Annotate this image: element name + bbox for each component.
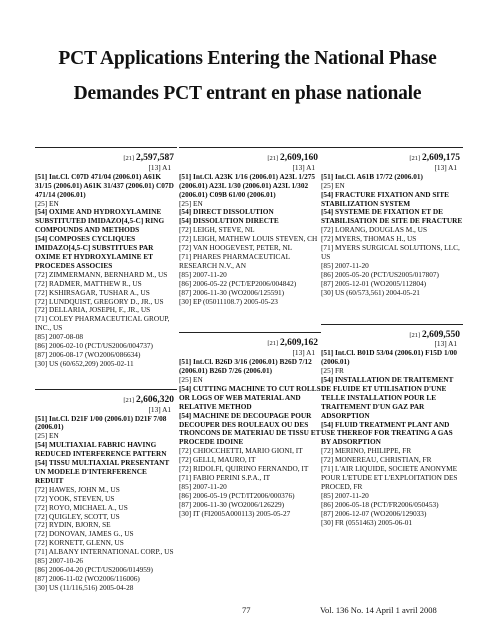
entry-field: [54] FRACTURE FIXATION AND SITE STABILIZATION SYSTEM: [321, 189, 449, 208]
entry-field: [86] 2006-05-22 (PCT/EP2006/004842): [179, 278, 297, 288]
entry-field: [72] HAWES, JOHN M., US: [35, 484, 120, 494]
entry-field: [87] 2005-12-01 (WO2005/112804): [321, 278, 427, 288]
application-number-value: 2,609,160: [280, 153, 318, 163]
kind-code: [13] A1: [434, 339, 457, 349]
kind-code: [13] A1: [292, 348, 315, 358]
entry-field: [72] GELLI, MAURO, IT: [179, 455, 256, 465]
entry-field: [25] EN: [179, 198, 203, 208]
entry-field: [72] MYERS, THOMAS H., US: [321, 234, 417, 244]
entry-field: [71] COLEY PHARMACEUTICAL GROUP, INC., US: [35, 314, 170, 333]
kind-code: [13] A1: [148, 162, 171, 172]
entry-field: [72] LUNDQUIST, GREGORY D., JR., US: [35, 296, 164, 306]
entry-field: [54] SYSTEME DE FIXATION ET DE STABILISATION DE SITE DE FRACTURE: [321, 207, 463, 226]
entry-field: [72] LEIGH, MATHEW LOUIS STEVEN, CH: [179, 234, 318, 244]
patent-entry: [35, 389, 177, 593]
entry-field: [30] US (11/116,516) 2005-04-28: [35, 582, 134, 592]
page-title-en: PCT Applications Entering the National Phase: [58, 48, 437, 69]
entry-field: [25] FR: [321, 366, 344, 376]
kind-code: [13] A1: [148, 404, 171, 414]
entry-field: [30] FR (0551463) 2005-06-01: [321, 517, 413, 527]
column-1: [35, 147, 177, 593]
entry-field: [71] L'AIR LIQUIDE, SOCIETE ANONYME POUR L'ETUDE ET L'EXPLOITATION DES PROCED, FR: [321, 464, 458, 491]
entry-field: [30] US (60/652,209) 2005-02-11: [35, 358, 134, 368]
page-number: 77: [242, 605, 251, 615]
entry-field: [54] FLUID TREATMENT PLANT AND USE THEREOF FOR TREATING A GAS BY ADSORPTION: [321, 419, 453, 447]
entry-field: [85] 2007-11-20: [321, 260, 369, 270]
entry-field: [30] EP (05011108.7) 2005-05-23: [179, 296, 278, 306]
entry-field: [30] US (60/573,561) 2004-05-21: [321, 287, 420, 297]
page-title-fr: Demandes PCT entrant en phase nationale: [73, 83, 422, 104]
entry-field: [85] 2007-11-20: [179, 269, 227, 279]
entry-field: [51] Int.Cl. A23K 1/16 (2006.01) A23L 1/275 (2006.01) A23L 1/30 (2006.01) A23L 1/302 (2006.01) C09B 61/00 (2006.01): [179, 171, 316, 199]
kind-code: [13] A1: [434, 162, 457, 172]
entry-field: [72] DONOVAN, JAMES G., US: [35, 529, 134, 539]
patent-entry: [179, 147, 321, 306]
entry-field: [72] CHIOCCHETTI, MARIO GIONI, IT: [179, 446, 303, 456]
field-code: [21]: [409, 155, 421, 162]
entry-field: [72] VAN HOOGEVEST, PETER, NL: [179, 243, 293, 253]
patent-entry: [321, 324, 463, 528]
entry-field: [87] 2006-11-30 (WO2006/126229): [179, 499, 285, 509]
entry-field: [86] 2006-05-18 (PCT/FR2006/050453): [321, 499, 439, 509]
entry-field: [25] EN: [321, 180, 345, 190]
entry-field: [72] ROYO, MICHAEL A., US: [35, 502, 128, 512]
application-number-value: 2,609,162: [280, 338, 318, 349]
entry-field: [25] EN: [35, 198, 59, 208]
entry-field: [86] 2005-05-20 (PCT/US2005/017807): [321, 269, 439, 279]
entry-field: [51] Int.Cl. D21F 1/00 (2006.01) D21F 7/08 (2006.01): [35, 413, 167, 432]
entry-field: [54] INSTALLATION DE TRAITEMENT DE FLUIDE ET UTILISATION D'UNE TELLE INSTALLATION POUR LE TRAITEMENT D'UN GAZ PAR ADSORPTION: [321, 375, 454, 420]
entry-field: [54] MULTIAXIAL FABRIC HAVING REDUCED INTERFERENCE PATTERN: [35, 440, 167, 459]
application-number-value: 2,606,320: [136, 394, 174, 405]
entry-field: [87] 2006-08-17 (WO2006/086634): [35, 349, 141, 359]
field-code: [21]: [267, 340, 279, 348]
patent-entry: [35, 147, 177, 369]
entry-field: [72] LEIGH, STEVE, NL: [179, 225, 255, 235]
patent-entry: [179, 332, 321, 518]
entry-field: [72] RADMER, MATTHEW R., US: [35, 278, 142, 288]
entry-field: [87] 2006-11-30 (WO2006/125591): [179, 287, 285, 297]
entry-field: [71] MYERS SURGICAL SOLUTIONS, LLC, US: [321, 243, 460, 261]
entry-field: [85] 2007-11-20: [321, 490, 369, 500]
entry-field: [72] LORANG, DOUGLAS M., US: [321, 225, 428, 235]
kind-code: [13] A1: [292, 162, 315, 172]
entry-field: [72] ZIMMERMANN, BERNHARD M., US: [35, 269, 168, 279]
entry-field: [54] OXIME AND HYDROXYLAMINE SUBSTITUTED IMIDAZO[4,5-C] RING COMPOUNDS AND METHODS: [35, 207, 165, 235]
entry-field: [71] FABIO PERINI S.P.A., IT: [179, 473, 271, 482]
entry-field: [72] KORNETT, GLENN, US: [35, 538, 124, 548]
entry-field: [72] QUIGLEY, SCOTT, US: [35, 511, 120, 521]
entry-field: [54] CUTTING MACHINE TO CUT ROLLS OR LOGS OF WEB MATERIAL AND RELATIVE METHOD: [179, 383, 321, 411]
entry-field: [54] DISSOLUTION DIRECTE: [179, 216, 279, 226]
entry-field: [54] COMPOSES CYCLIQUES IMIDAZO[4,5-C] SUBSTITUES PAR OXIME ET HYDROXYLAMINE ET PROCEDES ASSOCIES: [35, 234, 154, 270]
application-number-value: 2,609,550: [422, 329, 460, 340]
entry-field: [85] 2007-10-26: [35, 556, 84, 566]
entry-field: [72] YOOK, STEVEN, US: [35, 493, 115, 503]
entry-field: [25] EN: [35, 431, 59, 441]
entry-field: [51] Int.Cl. B01D 53/04 (2006.01) F15D 1/00 (2006.01): [321, 348, 458, 367]
entry-field: [85] 2007-11-20: [179, 481, 227, 491]
entry-field: [72] MERINO, PHILIPPE, FR: [321, 446, 412, 456]
field-code: [21]: [409, 331, 421, 339]
entry-field: [54] TISSU MULTIAXIAL PRESENTANT UN MODELE D'INTERFERENCE REDUIT: [35, 458, 170, 485]
field-code: [21]: [123, 155, 135, 162]
entry-field: [85] 2007-08-08: [35, 332, 84, 342]
entry-field: [51] Int.Cl. B26D 3/16 (2006.01) B26D 7/12 (2006.01) B26D 7/26 (2006.01): [179, 357, 312, 376]
entry-field: [86] 2006-05-19 (PCT/IT2006/000376): [179, 490, 295, 500]
entry-field: [72] KSHIRSAGAR, TUSHAR A., US: [35, 287, 150, 297]
entry-field: [25] EN: [179, 375, 203, 385]
application-number-value: 2,609,175: [422, 153, 460, 163]
volume-info: Vol. 136 No. 14 April 1 avril 2008: [320, 605, 437, 615]
entry-field: [87] 2006-11-02 (WO2006/116006): [35, 573, 140, 583]
entry-field: [86] 2006-02-10 (PCT/US2006/004737): [35, 341, 153, 351]
entry-field: [86] 2006-04-20 (PCT/US2006/014959): [35, 564, 153, 574]
entry-field: [54] MACHINE DE DECOUPAGE POUR DECOUPER DES ROULEAUX OU DES TRONCONS DE MATERIAU DE TISSU ET PROCEDE IDOINE: [179, 410, 321, 447]
patent-entry: [321, 147, 463, 298]
column-3: [321, 147, 463, 527]
column-2: [179, 147, 321, 519]
entry-field: [72] RIDOLFI, QUIRINO FERNANDO, IT: [179, 464, 309, 474]
field-code: [21]: [123, 396, 135, 404]
entry-field: [54] DIRECT DISSOLUTION: [179, 207, 274, 217]
entry-field: [72] RYDIN, BJORN, SE: [35, 520, 111, 530]
application-number-value: 2,597,587: [136, 153, 174, 163]
entry-field: [51] Int.Cl. A61B 17/72 (2006.01): [321, 171, 423, 181]
entry-field: [71] ALBANY INTERNATIONAL CORP., US: [35, 547, 174, 557]
entry-field: [30] IT (FI2005A000113) 2005-05-27: [179, 508, 291, 518]
entry-field: [72] MONEREAU, CHRISTIAN, FR: [321, 455, 432, 465]
entry-field: [87] 2006-12-07 (WO2006/129033): [321, 508, 427, 518]
entry-field: [71] PHARES PHARMACEUTICAL RESEARCH N.V., AN: [179, 251, 290, 270]
entry-field: [51] Int.Cl. C07D 471/04 (2006.01) A61K 31/15 (2006.01) A61K 31/437 (2006.01) C07D 471/14 (2006.01): [35, 171, 174, 199]
field-code: [21]: [267, 155, 279, 162]
entry-field: [72] DELLARIA, JOSEPH, F., JR., US: [35, 305, 151, 315]
